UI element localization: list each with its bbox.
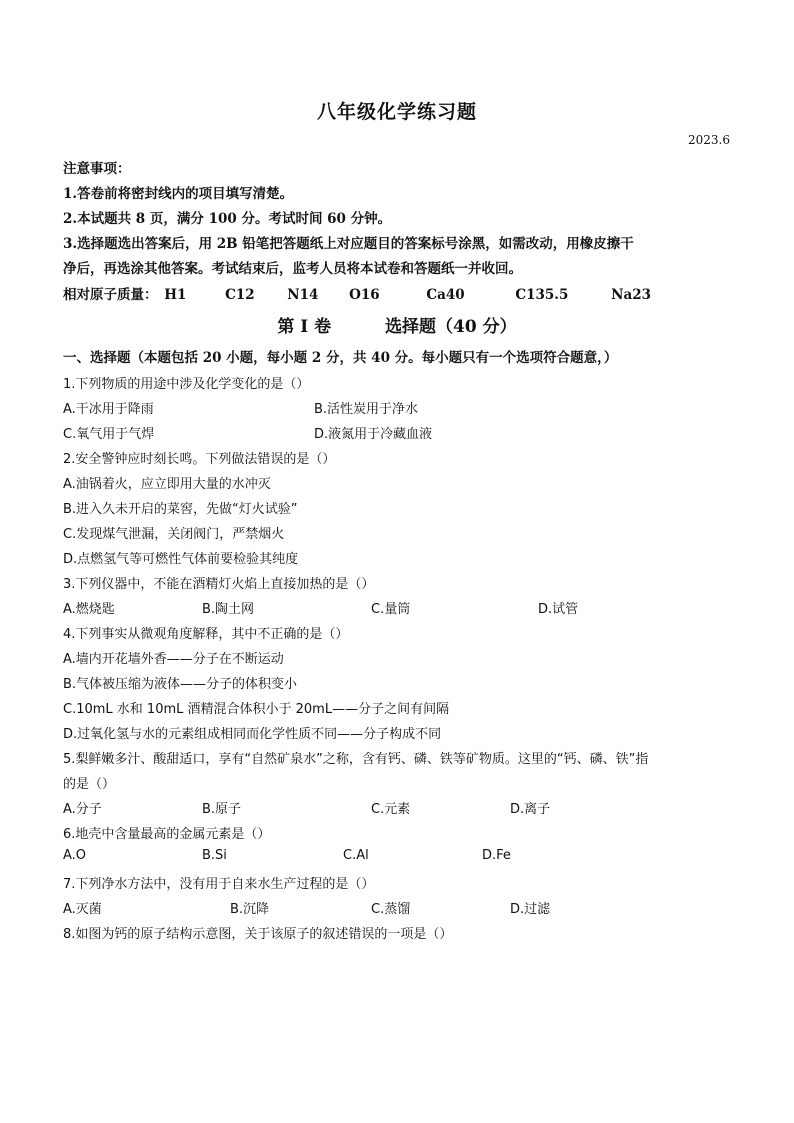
atomic-mass-label: 相对原子质量：: [63, 287, 158, 303]
page-title: 八年级化学练习题: [316, 101, 477, 123]
question-4-stem: 4.下列事实从微观角度解释，其中不正确的是（）: [63, 627, 349, 642]
notice-heading: 注意事项：: [63, 161, 131, 177]
section-part: 第 I 卷: [277, 317, 332, 337]
question-1-option-d: D.液氮用于冷藏血液: [314, 427, 433, 442]
section-instruction: 一、选择题（本题包括 20 小题，每小题 2 分，共 40 分。每小题只有一个选项符合题意，）: [63, 350, 618, 366]
question-8-stem: 8.如图为钙的原子结构示意图，关于该原子的叙述错误的一项是（）: [63, 927, 453, 942]
atomic-mass-c: C12: [225, 287, 255, 303]
section-name: 选择题（40 分）: [385, 317, 517, 337]
question-6-stem: 6.地壳中含量最高的金属元素是（）: [63, 827, 271, 842]
question-3-option-d: D.试管: [538, 602, 579, 617]
question-7-option-a: A.灭菌: [63, 902, 102, 917]
question-1-option-a: A.干冰用于降雨: [63, 402, 154, 417]
question-4-option-a: A.墙内开花墙外香——分子在不断运动: [63, 652, 284, 667]
question-7-option-d: D.过滤: [510, 902, 551, 917]
atomic-mass-ca: Ca40: [426, 287, 465, 303]
question-2-option-a: A.油锅着火，应立即用大量的水冲灭: [63, 477, 271, 492]
question-5-option-a: A.分子: [63, 802, 102, 817]
question-1-stem: 1.下列物质的用途中涉及化学变化的是（）: [63, 377, 310, 392]
notice-item-2: 2.本试题共 8 页，满分 100 分。考试时间 60 分钟。: [63, 211, 392, 227]
question-5-option-b: B.原子: [202, 802, 242, 817]
question-3-stem: 3.下列仪器中，不能在酒精灯火焰上直接加热的是（）: [63, 577, 375, 592]
question-3-option-c: C.量筒: [371, 602, 411, 617]
question-2-option-b: B.进入久未开启的菜窖，先做“灯火试验”: [63, 502, 298, 517]
question-3-option-b: B.陶土网: [202, 602, 255, 617]
question-5-stem: 5.梨鲜嫩多汁、酸甜适口，享有“自然矿泉水”之称，含有钙、磷、铁等矿物质。这里的“钙、磷、铁”指: [63, 752, 649, 767]
question-7-stem: 7.下列净水方法中，没有用于自来水生产过程的是（）: [63, 877, 375, 892]
question-5-option-d: D.离子: [510, 802, 551, 817]
question-6-option-d: D.Fe: [482, 848, 511, 863]
atomic-mass-na: Na23: [611, 287, 651, 303]
question-1-option-c: C.氧气用于气焊: [63, 427, 155, 442]
question-6-option-c: C.Al: [343, 848, 369, 863]
question-6-option-b: B.Si: [202, 848, 227, 863]
atomic-mass-h: H1: [164, 287, 187, 303]
question-2-option-d: D.点燃氢气等可燃性气体前要检验其纯度: [63, 552, 299, 567]
section-heading: [0, 312, 794, 337]
question-5-stem-cont: 的是（）: [63, 777, 116, 792]
question-2-stem: 2.安全警钟应时刻长鸣。下列做法错误的是（）: [63, 452, 336, 467]
question-5-option-c: C.元素: [371, 802, 411, 817]
atomic-masses: [63, 283, 651, 303]
atomic-mass-n: N14: [287, 287, 319, 303]
question-7-option-b: B.沉降: [230, 902, 270, 917]
question-1-option-b: B.活性炭用于净水: [314, 402, 419, 417]
question-2-option-c: C.发现煤气泄漏，关闭阀门，严禁烟火: [63, 527, 285, 542]
notice-item-1: 1.答卷前将密封线内的项目填写清楚。: [63, 186, 294, 202]
question-7-option-c: C.蒸馏: [371, 902, 411, 917]
question-3-option-a: A.燃烧匙: [63, 602, 115, 617]
notice-item-3a: 3.选择题选出答案后，用 2B 铅笔把答题纸上对应题目的答案标号涂黑，如需改动，用橡皮擦干: [63, 236, 634, 252]
question-4-option-d: D.过氧化氢与水的元素组成相同而化学性质不同——分子构成不同: [63, 727, 442, 742]
question-4-option-c: C.10mL 水和 10mL 酒精混合体积小于 20mL——分子之间有间隔: [63, 702, 450, 717]
notice-item-3b: 净后，再选涂其他答案。考试结束后，监考人员将本试卷和答题纸一并收回。: [63, 261, 522, 277]
atomic-mass-cl: C135.5: [515, 287, 569, 303]
question-6-option-a: A.O: [63, 848, 87, 863]
atomic-mass-o: O16: [349, 287, 380, 303]
question-4-option-b: B.气体被压缩为液体——分子的体积变小: [63, 677, 298, 692]
exam-date: 2023.6: [688, 133, 730, 147]
